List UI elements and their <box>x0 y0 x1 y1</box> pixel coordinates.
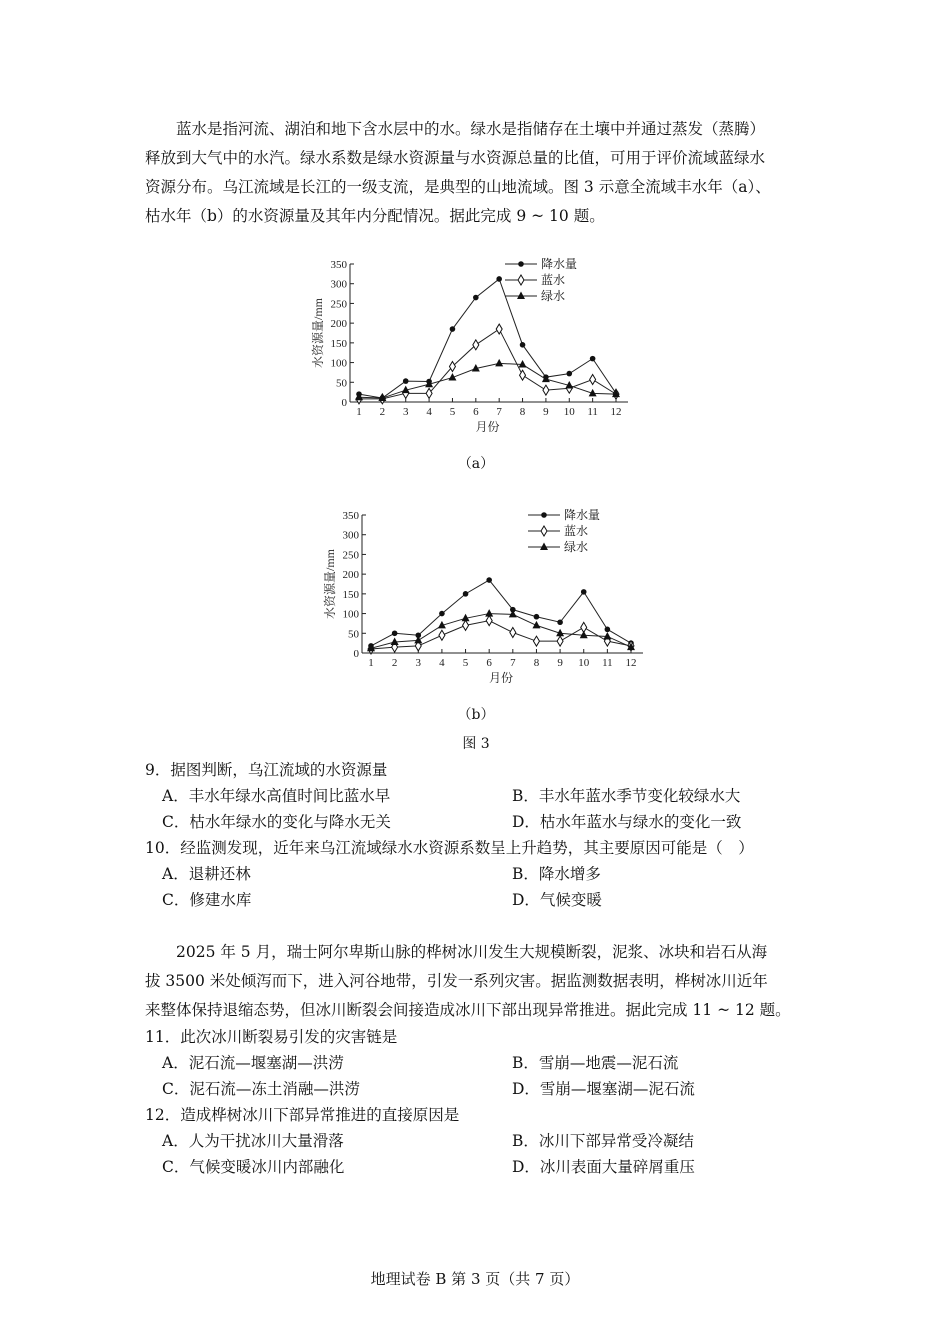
chart-b-point-circle <box>557 619 563 625</box>
chart-b-point-triangle <box>391 637 399 645</box>
chart-a-point-diamond <box>590 375 596 385</box>
chart-a-point-circle <box>403 378 409 384</box>
chart-a-ytick-label: 200 <box>330 318 347 331</box>
chart-a-ytick-label: 150 <box>330 337 347 350</box>
q12-option-b: B．冰川下部异常受冷凝结 <box>512 1132 694 1150</box>
chart-a-xtick-label: 4 <box>426 406 432 418</box>
chart-b-point-diamond <box>557 636 563 646</box>
chart-a-point-circle <box>520 342 526 348</box>
chart-a-point-diamond <box>473 340 479 350</box>
chart-a-point-circle <box>566 371 572 377</box>
chart-b-ytick-label: 0 <box>353 648 359 660</box>
chart-a-legend-marker <box>518 275 524 285</box>
passage-2-line-3: 来整体保持退缩态势，但冰川断裂会间接造成冰川下部出现异常推进。据此完成 11 ~ 12 题。 <box>145 1001 791 1019</box>
chart-b-point-circle <box>486 577 492 583</box>
chart-b-ytick-label: 150 <box>342 588 359 601</box>
chart-a-point-circle <box>590 356 596 362</box>
q11-stem: 11．此次冰川断裂易引发的灾害链是 <box>145 1028 398 1046</box>
passage-2-line-2: 拔 3500 米处倾泻而下，进入河谷地带，引发一系列灾害。据监测数据表明，桦树冰川近年 <box>145 972 768 990</box>
chart-b-ytick-label: 300 <box>342 529 359 542</box>
chart-a-point-triangle <box>542 375 550 382</box>
chart-b-ytick-label: 250 <box>342 549 359 562</box>
chart-a-xtick-label: 5 <box>449 406 456 418</box>
chart-b-series-line-triangle <box>371 614 631 649</box>
chart-a-xtick-label: 9 <box>543 406 549 418</box>
chart-b-legend-marker <box>541 526 547 536</box>
chart-a-ytick-label: 50 <box>336 377 347 390</box>
chart-a-xtick-label: 10 <box>563 406 575 418</box>
chart-a-ytick-label: 250 <box>330 298 347 311</box>
chart-b-xtick-label: 7 <box>510 657 516 669</box>
chart-b-legend-label: 蓝水 <box>564 524 589 538</box>
chart-a-xtick-label: 2 <box>379 406 386 418</box>
q9-option-b: B．丰水年蓝水季节变化较绿水大 <box>512 787 741 805</box>
chart-a-xtick-label: 8 <box>519 406 526 418</box>
chart-a <box>0 252 950 452</box>
chart-a-ytick-label: 0 <box>341 397 347 409</box>
chart-b-point-diamond <box>463 620 469 630</box>
q10-option-d: D．气候变暖 <box>512 891 602 909</box>
chart-a-point-circle <box>496 276 502 282</box>
q9-option-c: C．枯水年绿水的变化与降水无关 <box>162 813 391 831</box>
chart-b-xlabel: 月份 <box>488 671 514 685</box>
chart-a-legend-label: 绿水 <box>541 289 566 303</box>
passage-1-line-2: 释放到大气中的水汽。绿水系数是绿水资源量与水资源总量的比值，可用于评价流域蓝绿水 <box>145 149 766 167</box>
q12-option-c: C．气候变暖冰川内部融化 <box>162 1158 345 1176</box>
chart-b-xtick-label: 10 <box>578 657 590 669</box>
passage-1 <box>145 115 810 231</box>
chart-a-legend-marker <box>517 292 525 300</box>
q10-option-c: C．修建水库 <box>162 891 252 909</box>
q12-stem: 12．造成桦树冰川下部异常推进的直接原因是 <box>145 1106 460 1124</box>
chart-b-xtick-label: 5 <box>462 657 469 669</box>
chart-a-label: （a） <box>457 456 495 472</box>
chart-a-ytick-label: 300 <box>330 278 347 291</box>
chart-a-point-circle <box>473 295 479 301</box>
q11-option-d: D．雪崩—堰塞湖—泥石流 <box>512 1080 695 1098</box>
chart-b-ytick-label: 200 <box>342 569 359 582</box>
chart-a-point-diamond <box>426 388 432 398</box>
chart-b-xtick-label: 11 <box>602 657 613 669</box>
chart-b-legend-label: 绿水 <box>564 540 589 554</box>
chart-b-point-circle <box>605 627 611 633</box>
chart-a-point-triangle <box>519 360 527 368</box>
chart-b <box>0 503 950 703</box>
q10-option-b: B．降水增多 <box>512 865 601 883</box>
chart-a-legend-marker <box>518 261 524 267</box>
passage-1-line-1: 蓝水是指河流、湖泊和地下含水层中的水。绿水是指储存在土壤中并通过蒸发（蒸腾） <box>176 120 766 138</box>
chart-b-point-triangle <box>532 621 540 629</box>
q10-option-a: A．退耕还林 <box>162 865 251 883</box>
chart-a-series-line-circle <box>359 279 616 398</box>
chart-a-point-diamond <box>543 385 549 395</box>
chart-a-ytick-label: 100 <box>330 357 347 370</box>
chart-a-legend-label: 降水量 <box>541 257 578 271</box>
chart-b-ytick-label: 350 <box>342 510 359 522</box>
chart-b-xtick-label: 6 <box>486 657 492 669</box>
chart-b-ylabel: 水资源量/mm <box>323 548 337 620</box>
q10-stem: 10．经监测发现，近年来乌江流域绿水水资源系数呈上升趋势，其主要原因可能是（ ） <box>145 839 754 857</box>
chart-b-point-triangle <box>485 609 493 617</box>
figure-caption: 图 3 <box>462 736 490 752</box>
chart-b-point-circle <box>439 611 445 617</box>
q12-option-a: A．人为干扰冰川大量滑落 <box>162 1132 344 1150</box>
q12-option-d: D．冰川表面大量碎屑重压 <box>512 1158 695 1176</box>
chart-a-ylabel: 水资源量/mm <box>311 297 325 369</box>
chart-b-point-circle <box>581 589 587 595</box>
passage-2 <box>145 938 810 1025</box>
chart-b-point-triangle <box>603 632 611 640</box>
chart-b-xtick-label: 3 <box>415 657 422 669</box>
q11-option-a: A．泥石流—堰塞湖—洪涝 <box>162 1054 344 1072</box>
page-footer: 地理试卷 B 第 3 页（共 7 页） <box>370 1270 580 1288</box>
q9-option-a: A．丰水年绿水高值时间比蓝水早 <box>162 787 391 805</box>
chart-b-ytick-label: 50 <box>348 628 359 641</box>
chart-b-xtick-label: 2 <box>391 657 398 669</box>
q11-option-c: C．泥石流—冻土消融—洪涝 <box>162 1080 360 1098</box>
chart-a-point-circle <box>450 326 456 332</box>
chart-b-point-diamond <box>439 630 445 640</box>
passage-1-line-4: 枯水年（b）的水资源量及其年内分配情况。据此完成 9 ~ 10 题。 <box>145 207 605 225</box>
chart-b-point-circle <box>392 630 398 636</box>
chart-b-legend-marker <box>540 543 548 551</box>
chart-b-point-diamond <box>533 636 539 646</box>
chart-a-point-triangle <box>495 359 503 367</box>
chart-b-point-circle <box>463 591 469 597</box>
chart-a-xtick-label: 1 <box>356 406 362 418</box>
chart-b-xtick-label: 9 <box>557 657 563 669</box>
chart-b-point-triangle <box>414 636 422 644</box>
chart-a-xtick-label: 12 <box>610 406 622 418</box>
chart-a-xtick-label: 7 <box>496 406 502 418</box>
q9-stem: 9．据图判断，乌江流域的水资源量 <box>145 761 388 779</box>
chart-b-xtick-label: 1 <box>368 657 374 669</box>
chart-a-xlabel: 月份 <box>475 420 500 434</box>
chart-a-legend-label: 蓝水 <box>541 273 566 287</box>
chart-b-xtick-label: 4 <box>439 657 445 669</box>
chart-a-point-diamond <box>449 362 455 372</box>
chart-a-point-triangle <box>355 393 363 401</box>
chart-b-point-circle <box>534 614 540 620</box>
chart-a-ytick-label: 350 <box>330 259 347 271</box>
passage-1-line-3: 资源分布。乌江流域是长江的一级支流，是典型的山地流域。图 3 示意全流域丰水年（a）、 <box>145 178 771 196</box>
chart-b-point-diamond <box>510 627 516 637</box>
chart-b-xtick-label: 8 <box>533 657 540 669</box>
chart-b-legend-marker <box>541 512 547 518</box>
q9-option-d: D．枯水年蓝水与绿水的变化一致 <box>512 813 742 831</box>
chart-b-label: （b） <box>457 707 495 723</box>
chart-b-legend-label: 降水量 <box>564 508 601 522</box>
chart-b-xtick-label: 12 <box>625 657 637 669</box>
chart-a-xtick-label: 6 <box>473 406 479 418</box>
chart-b-point-triangle <box>580 631 588 639</box>
chart-a-xtick-label: 11 <box>587 406 598 418</box>
chart-a-xtick-label: 3 <box>402 406 409 418</box>
passage-2-line-1: 2025 年 5 月，瑞士阿尔卑斯山脉的桦树冰川发生大规模断裂，泥浆、冰块和岩石从海 <box>176 943 768 961</box>
chart-b-ytick-label: 100 <box>342 608 359 621</box>
chart-b-point-diamond <box>486 616 492 626</box>
q11-option-b: B．雪崩—地震—泥石流 <box>512 1054 679 1072</box>
